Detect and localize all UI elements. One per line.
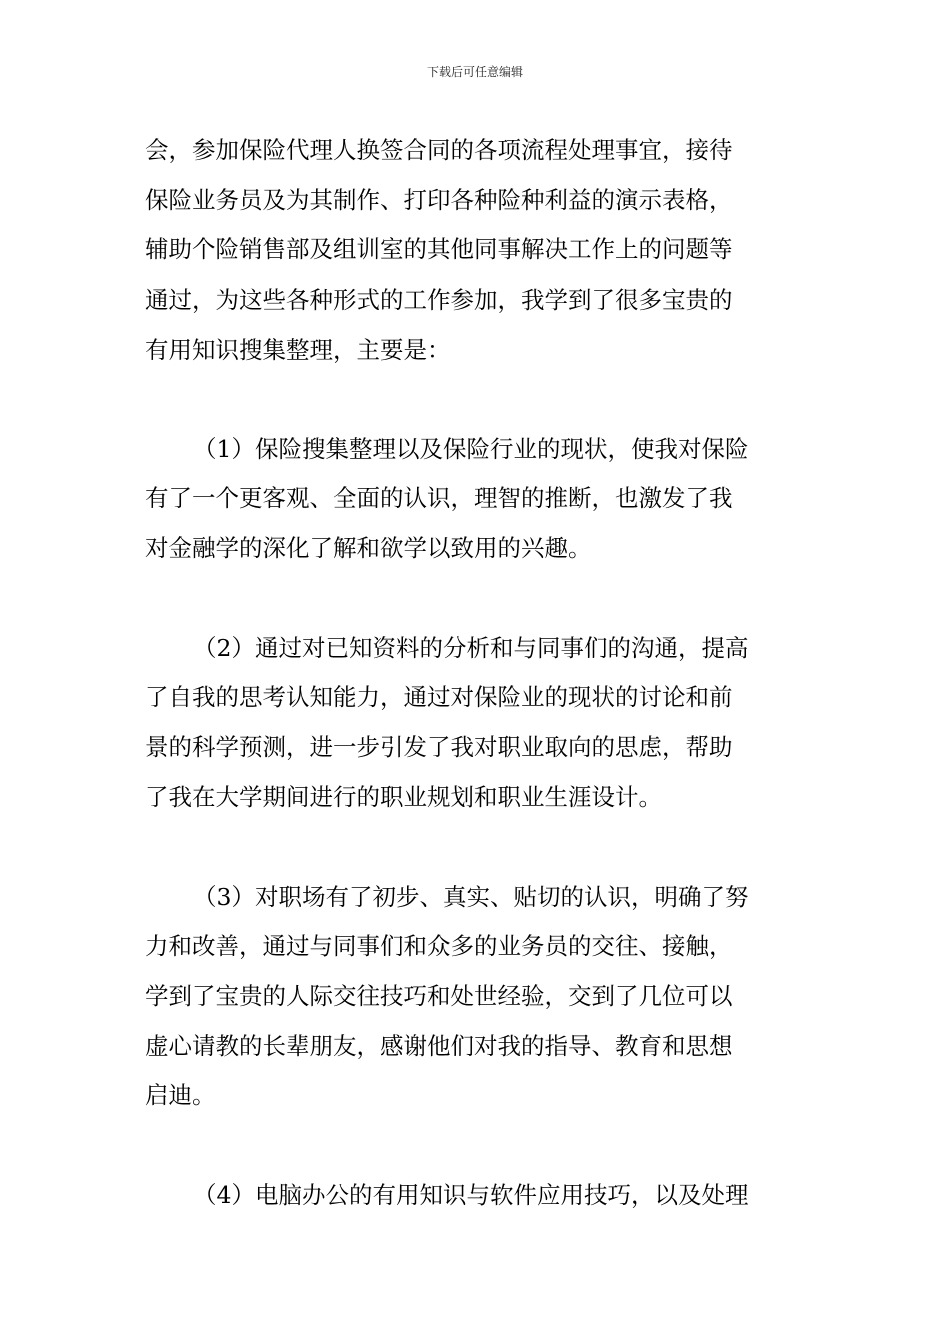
text-line-content: 辅助个险销售部及组训室的其他同事解决工作上的问题等 [145,235,733,263]
text-line-content: （3）对职场有了初步、真实、贴切的认识，明确了努 [193,883,749,911]
text-line-content: 保险业务员及为其制作、打印各种险种利益的演示表格， [145,186,733,214]
text-line-content: 对金融学的深化了解和欲学以致用的兴趣。 [145,534,592,562]
text-line-content: （1）保险搜集整理以及保险行业的现状，使我对保险 [193,435,749,463]
text-line-content: 力和改善，通过与同事们和众多的业务员的交往、接触， [145,932,733,960]
text-line-content: （4）电脑办公的有用知识与软件应用技巧，以及处理 [193,1181,749,1209]
text-line-content: 会，参加保险代理人换签合同的各项流程处理事宜，接待 [145,136,733,164]
text-line-content: 虚心请教的长辈朋友，感谢他们对我的指导、教育和思想 [145,1032,733,1060]
text-line-content: 有了一个更客观、全面的认识，理智的推断，也激发了我 [145,484,733,512]
text-line-content: 启迪。 [145,1081,216,1109]
page-header: 下载后可任意编辑 [426,65,523,79]
text-line-content: （2）通过对已知资料的分析和与同事们的沟通，提高 [193,634,749,662]
text-line-content: 了自我的思考认知能力，通过对保险业的现状的讨论和前 [145,683,733,711]
text-line-content: 学到了宝贵的人际交往技巧和处世经验，交到了几位可以 [145,982,733,1010]
text-line-content: 了我在大学期间进行的职业规划和职业生涯设计。 [145,783,662,811]
text-line-content: 有用知识搜集整理，主要是： [145,336,451,364]
text-line-content: 景的科学预测，进一步引发了我对职业取向的思虑，帮助 [145,733,733,761]
text-line-content: 通过，为这些各种形式的工作参加，我学到了很多宝贵的 [145,286,733,314]
